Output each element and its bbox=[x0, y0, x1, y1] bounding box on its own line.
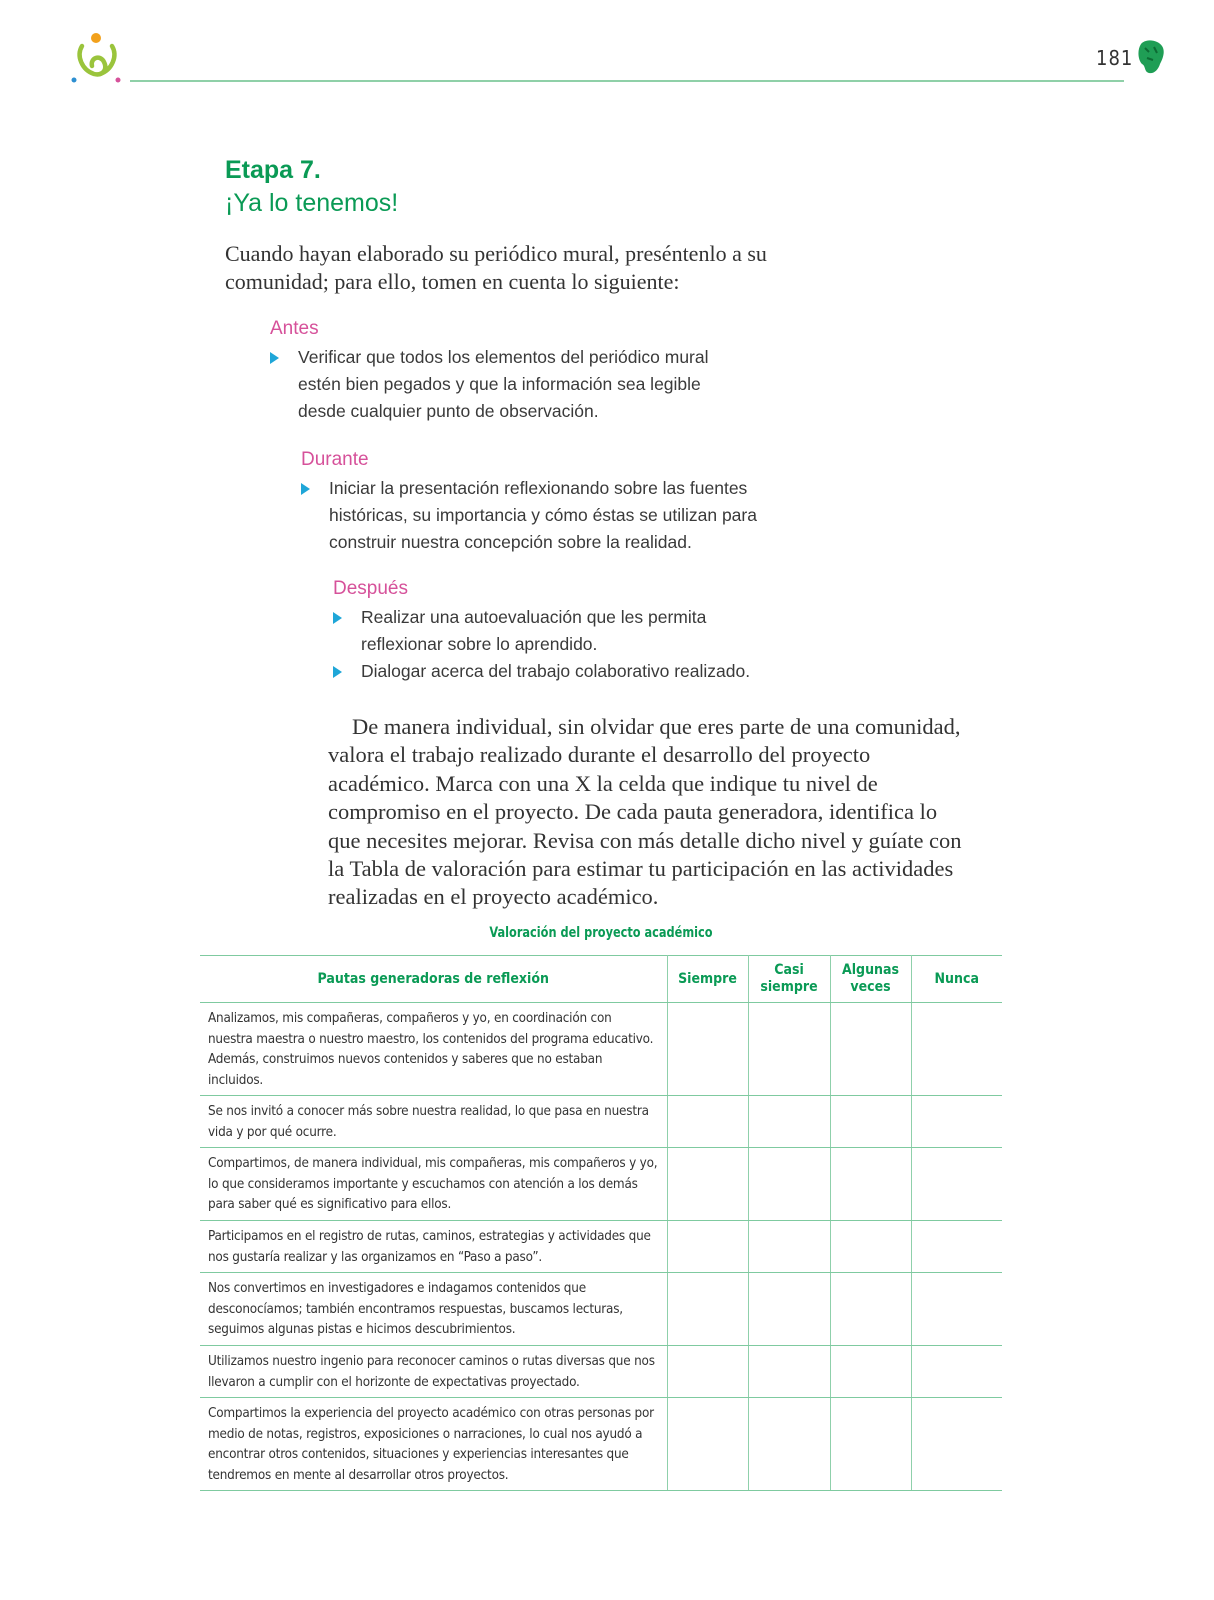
header-rule bbox=[130, 80, 1124, 82]
section-list-durante bbox=[299, 475, 769, 556]
list-item: Iniciar la presentación reflexionando sobre las fuentes históricas, su importancia y cómo éstas se utilizan para construir nuestra concepción sobre la realidad. bbox=[299, 475, 769, 556]
table-row bbox=[200, 1221, 1002, 1273]
table-row bbox=[200, 1398, 1002, 1491]
list-item: Verificar que todos los elementos del periódico mural estén bien pegados y que la información sea legible desde cualquier punto de observación. bbox=[268, 344, 738, 425]
section-title-antes: Antes bbox=[270, 318, 319, 339]
table-caption: Valoración del proyecto académico bbox=[489, 925, 713, 941]
row-text: Participamos en el registro de rutas, caminos, estrategias y actividades que nos gustaría realizar y las organizamos en “Paso a paso”. bbox=[200, 1221, 667, 1273]
header-algunas-veces: Algunas veces bbox=[830, 956, 911, 1003]
evaluation-table bbox=[200, 955, 1002, 1491]
cell-nunca[interactable] bbox=[911, 1398, 1002, 1491]
cell-algunas-veces[interactable] bbox=[830, 1148, 911, 1221]
row-text: Analizamos, mis compañeras, compañeros y yo, en coordinación con nuestra maestra o nuestro maestro, los contenidos del programa educativo. Además, construimos nuevos contenidos y saberes que no estaban incluidos. bbox=[200, 1003, 667, 1096]
cell-nunca[interactable] bbox=[911, 1346, 1002, 1398]
cell-siempre[interactable] bbox=[667, 1096, 748, 1148]
cell-siempre[interactable] bbox=[667, 1148, 748, 1221]
cell-nunca[interactable] bbox=[911, 1096, 1002, 1148]
cell-siempre[interactable] bbox=[667, 1221, 748, 1273]
bullet-arrow-icon bbox=[333, 612, 342, 624]
row-text: Compartimos, de manera individual, mis compañeras, mis compañeros y yo, lo que consideramos importante y escuchamos con atención a los demás para saber qué es significativo para ellos. bbox=[200, 1148, 667, 1221]
cell-nunca[interactable] bbox=[911, 1003, 1002, 1096]
cell-algunas-veces[interactable] bbox=[830, 1221, 911, 1273]
cell-siempre[interactable] bbox=[667, 1346, 748, 1398]
table-row bbox=[200, 1003, 1002, 1096]
section-list-antes bbox=[268, 344, 738, 425]
cell-casi-siempre[interactable] bbox=[748, 1346, 830, 1398]
page-number: 181 bbox=[1096, 46, 1134, 70]
cell-casi-siempre[interactable] bbox=[748, 1148, 830, 1221]
table-row bbox=[200, 1096, 1002, 1148]
header-pautas: Pautas generadoras de reflexión bbox=[200, 956, 667, 1003]
cell-nunca[interactable] bbox=[911, 1221, 1002, 1273]
row-text: Utilizamos nuestro ingenio para reconocer caminos o rutas diversas que nos llevaron a cumplir con el horizonte de expectativas proyectado. bbox=[200, 1346, 667, 1398]
bullet-arrow-icon bbox=[333, 666, 342, 678]
cell-algunas-veces[interactable] bbox=[830, 1398, 911, 1491]
table-row bbox=[200, 1346, 1002, 1398]
section-title-despues: Después bbox=[333, 578, 408, 599]
table-row bbox=[200, 1148, 1002, 1221]
cell-casi-siempre[interactable] bbox=[748, 1096, 830, 1148]
header-siempre: Siempre bbox=[667, 956, 748, 1003]
list-item: Realizar una autoevaluación que les permita reflexionar sobre lo aprendido. bbox=[331, 604, 761, 658]
instructions-paragraph: De manera individual, sin olvidar que eres parte de una comunidad, valora el trabajo realizado durante el desarrollo del proyecto académico. Marca con una X la celda que indique tu nivel de compromiso en el proyecto. De cada pauta generadora, identifica lo que necesites mejorar. Revisa con más detalle dicho nivel y guíate con la Tabla de valoración para estimar tu participación en las actividades realizadas en el proyecto académico. bbox=[328, 714, 962, 910]
stage-title: Etapa 7. bbox=[225, 156, 321, 184]
cell-algunas-veces[interactable] bbox=[830, 1346, 911, 1398]
cell-siempre[interactable] bbox=[667, 1398, 748, 1491]
cell-casi-siempre[interactable] bbox=[748, 1398, 830, 1491]
cell-siempre[interactable] bbox=[667, 1273, 748, 1346]
cell-nunca[interactable] bbox=[911, 1273, 1002, 1346]
section-title-durante: Durante bbox=[301, 449, 369, 470]
header-nunca: Nunca bbox=[911, 956, 1002, 1003]
row-text: Compartimos la experiencia del proyecto académico con otras personas por medio de notas, registros, exposiciones o narraciones, lo cual nos ayudó a encontrar otros contenidos, situaciones y experiencias interesantes que tendremos en mente al desarrollar otros proyectos. bbox=[200, 1398, 667, 1491]
cell-casi-siempre[interactable] bbox=[748, 1221, 830, 1273]
stage-subtitle: ¡Ya lo tenemos! bbox=[225, 189, 399, 217]
cell-algunas-veces[interactable] bbox=[830, 1273, 911, 1346]
section-list-despues bbox=[331, 604, 761, 685]
intro-text: Cuando hayan elaborado su periódico mural, preséntenlo a su comunidad; para ello, tomen en cuenta lo siguiente: bbox=[225, 241, 767, 294]
header-casi-siempre: Casi siempre bbox=[748, 956, 830, 1003]
bullet-arrow-icon bbox=[270, 352, 279, 364]
cell-casi-siempre[interactable] bbox=[748, 1273, 830, 1346]
cell-casi-siempre[interactable] bbox=[748, 1003, 830, 1096]
row-text: Nos convertimos en investigadores e indagamos contenidos que desconocíamos; también encontramos respuestas, buscamos lecturas, seguimos algunas pistas e hicimos descubrimientos. bbox=[200, 1273, 667, 1346]
row-text: Se nos invitó a conocer más sobre nuestra realidad, lo que pasa en nuestra vida y por qué ocurre. bbox=[200, 1096, 667, 1148]
table-header-row bbox=[200, 956, 1002, 1003]
table-row bbox=[200, 1273, 1002, 1346]
bullet-arrow-icon bbox=[301, 483, 310, 495]
sprout-logo-icon bbox=[68, 30, 128, 86]
cell-algunas-veces[interactable] bbox=[830, 1096, 911, 1148]
cell-siempre[interactable] bbox=[667, 1003, 748, 1096]
cell-nunca[interactable] bbox=[911, 1148, 1002, 1221]
list-item: Dialogar acerca del trabajo colaborativo realizado. bbox=[331, 658, 761, 685]
green-mascot-icon bbox=[1136, 38, 1166, 76]
cell-algunas-veces[interactable] bbox=[830, 1003, 911, 1096]
